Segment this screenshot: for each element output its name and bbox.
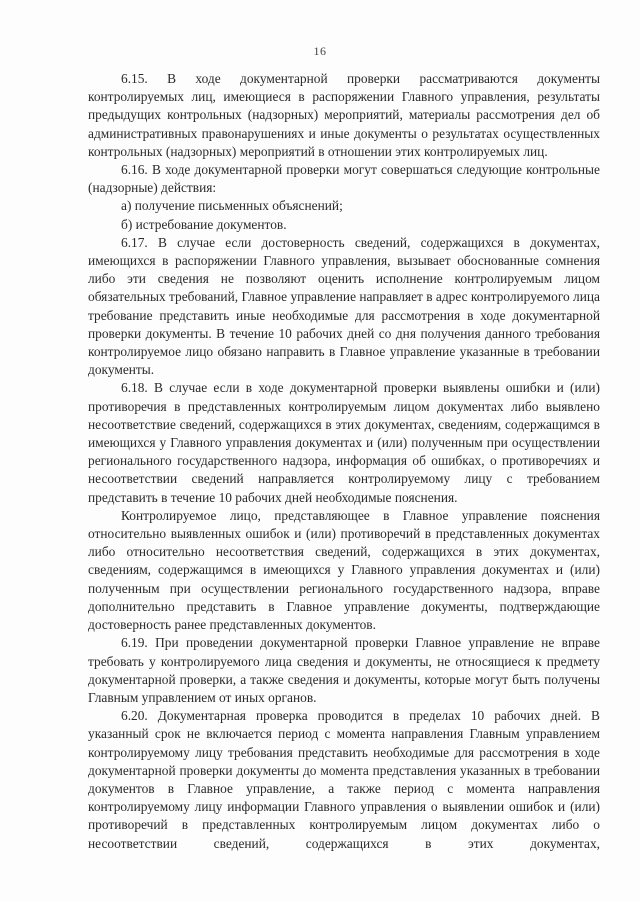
paragraph-6-15: 6.15. В ходе документарной проверки рассматриваются документы контролируемых лиц, имеющиеся в распоряжении Главного управления, результаты предыдущих контрольных (надзорных) мероприятий, материалы рассмотрения дел об административных правонарушениях и иные документы о результатах осуществленных контрольных (надзорных) мероприятий в отношении этих контролируемых лиц. xyxy=(88,71,600,159)
document-body xyxy=(88,70,600,853)
list-item-b: б) истребование документов. xyxy=(121,216,287,232)
list-item-a: а) получение письменных объяснений; xyxy=(121,198,343,214)
paragraph-6-19: 6.19. При проведении документарной проверки Главное управление не вправе требовать у контролируемого лица сведения и документы, не относящиеся к предмету документарной проверки, а также сведения и документы, которые могут быть получены Главным управлением от иных органов. xyxy=(88,635,600,705)
paragraph-6-18-continuation: Контролируемое лицо, представляющее в Главное управление пояснения относительно выявленных ошибок и (или) противоречий в представленных документах либо относительно несоответствия сведений, содержащихся в этих документах, сведениям, содержащимся в имеющихся у Главного управления документах и (или) полученным при осуществлении регионального государственного надзора, вправе дополнительно представить в Главное управление документы, подтверждающие достоверность ранее представленных документов. xyxy=(88,507,600,633)
paragraph-6-17: 6.17. В случае если достоверность сведений, содержащихся в документах, имеющихся в распоряжении Главного управления, вызывает обоснованные сомнения либо эти сведения не позволяют оценить исполнение контролируемым лицом обязательных требований, Главное управление направляет в адрес контролируемого лица требование представить иные необходимые для рассмотрения в ходе документарной проверки документы. В течение 10 рабочих дней со дня получения данного требования контролируемое лицо обязано направить в Главное управление указанные в требовании документы. xyxy=(88,234,600,378)
paragraph-6-18: 6.18. В случае если в ходе документарной проверки выявлены ошибки и (или) противоречия в представленных контролируемым лицом документах либо выявлено несоответствие сведений, содержащихся в этих документах, сведениям, содержащимся в имеющихся у Главного управления документах и (или) полученным при осуществлении регионального государственного надзора, информация об ошибках, о противоречиях и несоответствии сведений направляется контролируемому лицу с требованием представить в течение 10 рабочих дней необходимые пояснения. xyxy=(88,380,600,505)
page-number: 16 xyxy=(313,44,327,58)
paragraph-6-20: 6.20. Документарная проверка проводится в пределах 10 рабочих дней. В указанный срок не включается период с момента направления Главным управлением контролируемому лицу требования представить необходимые для рассмотрения в ходе документарной проверки документы до момента представления указанных в требовании документов в Главное управление, а также период с момента направления контролируемому лицу информации Главного управления о выявлении ошибок и (или) противоречий в представленных контролируемым лицом документах либо о несоответствии сведений, содержащихся в этих документах, xyxy=(88,708,600,851)
paragraph-6-16: 6.16. В ходе документарной проверки могут совершаться следующие контрольные (надзорные) действия: xyxy=(88,162,600,196)
